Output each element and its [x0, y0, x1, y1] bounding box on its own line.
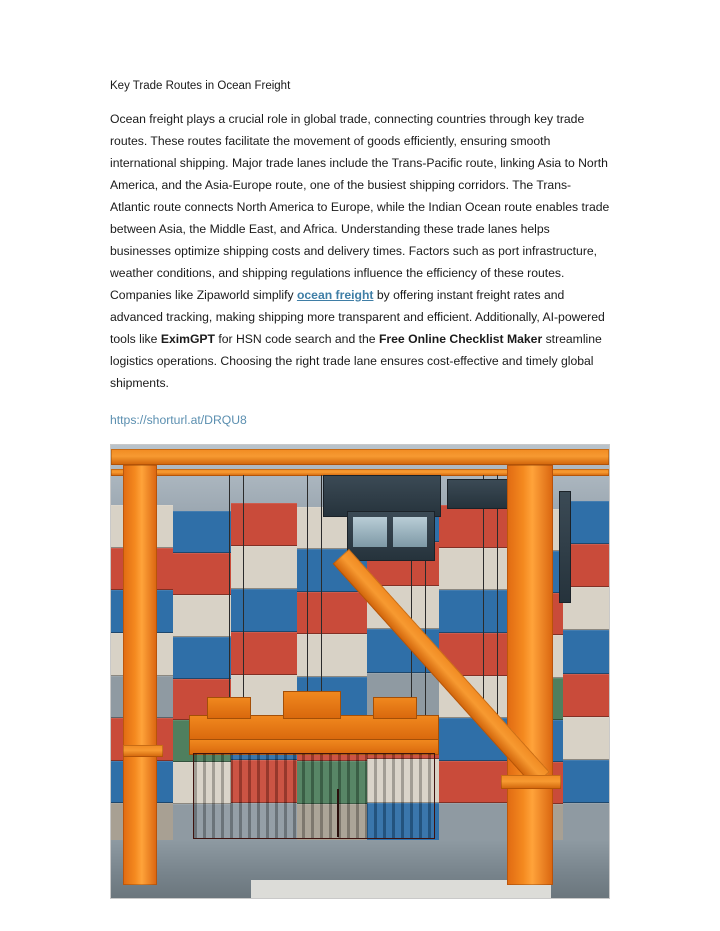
- container-door-seam: [337, 789, 339, 837]
- paragraph-part-1: Ocean freight plays a crucial role in global trade, connecting countries through key trade routes. These routes facilitate the movement of goods efficiently, ensuring smooth international shipping. Major trade lanes include the Trans-Pacific route, linking Asia to North America, and the Asia-Europe route, one of the busiest shipping corridors. The Trans-Atlantic route connects North America to Europe, while the Indian Ocean route enables trade between Asia, the Middle East, and Africa. Understanding these trade lanes helps businesses optimize shipping costs and delivery times. Factors such as port infrastructure, weather conditions, and shipping regulations influence the efficiency of these routes. Companies like Zipaworld simplify: [110, 112, 610, 302]
- ocean-freight-link[interactable]: ocean freight: [296, 288, 374, 302]
- ground-marking: [251, 880, 551, 898]
- crane-left-brace: [123, 745, 163, 757]
- paragraph-part-2: by offering instant freight rates and advanced tracking, making shipping more transparent and efficient. Additionally, AI-powered tools like: [110, 288, 605, 346]
- cable: [483, 475, 484, 715]
- checklist-maker-bold: Free Online Checklist Maker: [378, 332, 543, 346]
- shipping-container: [231, 546, 297, 589]
- shipping-container: [563, 674, 609, 717]
- crane-machinery-box: [447, 479, 509, 509]
- shipping-container: [439, 761, 507, 804]
- cable: [321, 475, 322, 725]
- cable: [229, 475, 230, 725]
- cable: [307, 475, 308, 725]
- spreader-block: [207, 697, 251, 719]
- spreader-block: [373, 697, 417, 719]
- paragraph-part-3: for HSN code search and the: [215, 332, 379, 346]
- cable: [243, 475, 244, 725]
- shipping-container: [231, 503, 297, 546]
- body-paragraph: [110, 108, 610, 394]
- shorturl-line: [110, 410, 610, 430]
- crane-top-beam: [111, 449, 609, 465]
- shipping-container: [563, 630, 609, 673]
- port-crane-photo: [110, 444, 610, 899]
- document-content: [110, 78, 610, 899]
- crane-dark-mast: [559, 491, 571, 603]
- crane-right-leg: [507, 465, 553, 885]
- paragraph-part-4: streamline logistics operations. Choosing the right trade lane ensures cost-effective and timely global shipments.: [110, 332, 602, 390]
- crane-right-brace: [501, 775, 561, 789]
- cable: [497, 475, 498, 715]
- photo-canvas: [111, 445, 609, 898]
- shipping-container: [173, 553, 231, 595]
- shipping-container: [173, 511, 231, 553]
- shipping-container: [563, 760, 609, 803]
- page-title: Key Trade Routes in Ocean Freight: [110, 80, 291, 92]
- shipping-container: [173, 637, 231, 679]
- shipping-container: [231, 632, 297, 675]
- cabin-window: [393, 517, 427, 547]
- eximgpt-bold: EximGPT: [160, 332, 215, 346]
- lifted-container: [193, 753, 435, 839]
- shipping-container: [563, 717, 609, 760]
- spreader-headblock: [283, 691, 341, 719]
- shipping-container: [173, 595, 231, 637]
- cabin-window: [353, 517, 387, 547]
- shipping-container: [231, 589, 297, 632]
- crane-left-leg: [123, 465, 157, 885]
- shorturl-link[interactable]: https://shorturl.at/DRQU8: [110, 413, 247, 427]
